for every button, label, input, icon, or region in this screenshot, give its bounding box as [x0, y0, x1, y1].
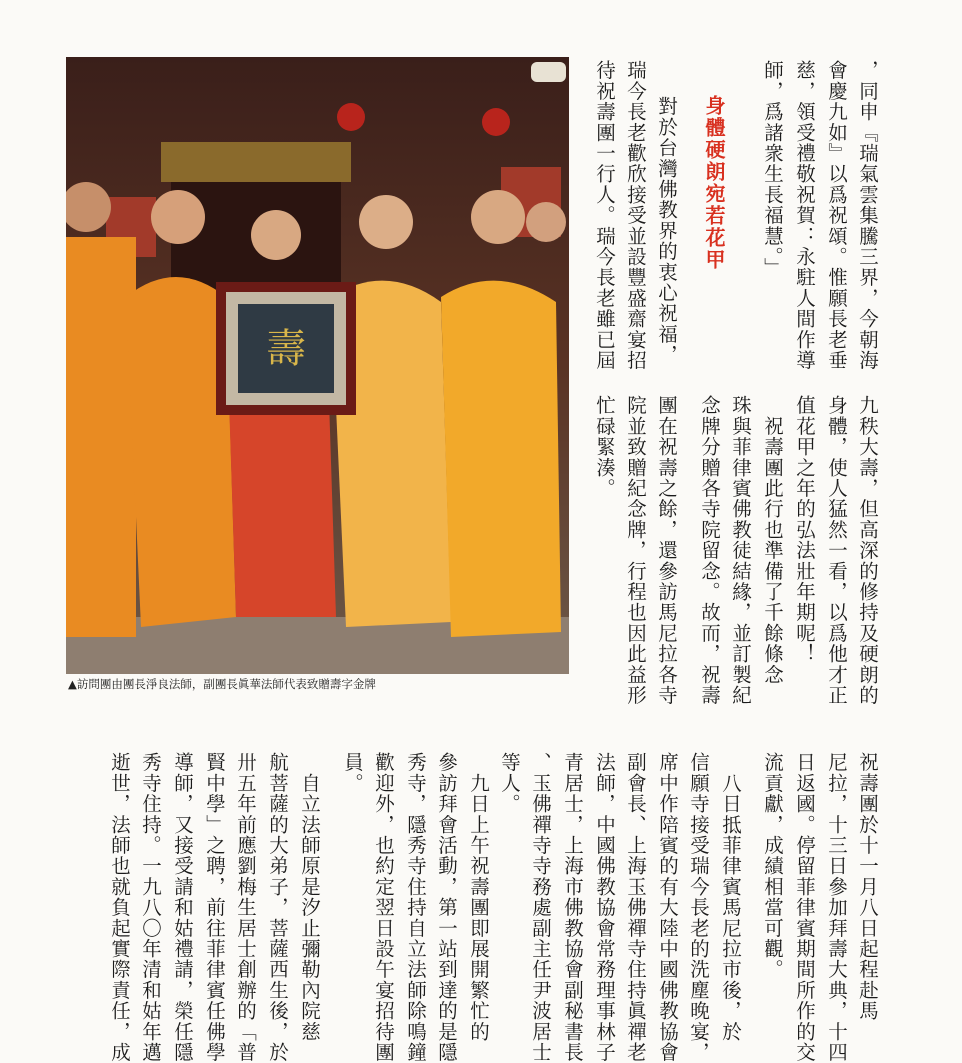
text-column: 秀寺住持。一九八〇年清和姑年邁 [139, 752, 162, 1063]
text-column: 祝壽團此行也準備了千餘條念 [761, 395, 784, 685]
text-column: 待祝壽團一行人。瑞今長老雖已屆 [593, 60, 616, 371]
text-column: 日返國。停留菲律賓期間所作的交 [793, 752, 816, 1063]
text-column: 信願寺接受瑞今長老的洗塵晚宴， [687, 752, 710, 1063]
text-column: 歡迎外，也約定翌日設午宴招待團 [372, 752, 395, 1063]
text-column: 導師，又接受請和姑禮請，榮任隱 [171, 752, 194, 1063]
text-column: 員。 [341, 752, 364, 794]
text-column: ，同申『瑞氣雲集騰三界，今朝海 [856, 60, 879, 371]
text-column: 九日上午祝壽團即展開繁忙的 [467, 752, 490, 1042]
text-column: 祝壽團於十一月八日起程赴馬 [856, 752, 879, 1022]
text-column: 九秩大壽，但高深的修持及硬朗的 [856, 395, 879, 706]
text-column: 自立法師原是汐止彌勒內院慈 [298, 752, 321, 1042]
text-column: 值花甲之年的弘法壯年期呢！ [793, 395, 816, 665]
ceremony-photo [66, 57, 569, 674]
text-column: 流貢獻，成績相當可觀。 [761, 752, 784, 980]
text-column: 賢中學」之聘，前往菲律賓任佛學 [203, 752, 226, 1063]
text-column: 尼拉，十三日參加拜壽大典，十四 [825, 752, 848, 1063]
text-column: 會慶九如』以爲祝頌。惟願長老垂 [825, 60, 848, 371]
text-column: 身體，使人猛然一看，以爲他才正 [825, 395, 848, 706]
text-column: 青居士，上海市佛教協會副秘書長 [561, 752, 584, 1063]
text-column: 師，爲諸衆生長福慧。」 [761, 60, 784, 278]
text-column: 瑞今長老歡欣接受並設豐盛齋宴招 [624, 60, 647, 371]
text-column: 珠與菲律賓佛教徒結緣，並訂製紀 [729, 395, 752, 706]
text-column: 忙碌緊湊。 [593, 395, 616, 499]
text-column: 八日抵菲律賓馬尼拉市後，於 [719, 752, 742, 1042]
text-column: 念牌分贈各寺院留念。故而，祝壽 [698, 395, 721, 706]
text-column: 秀寺，隱秀寺住持自立法師除鳴鐘 [404, 752, 427, 1063]
text-column: 對於台灣佛教界的衷心祝福， [655, 96, 678, 366]
photo-caption: ▲訪問團由團長淨良法師，副團長眞華法師代表致贈壽字金牌 [68, 677, 376, 691]
text-column: 席中作陪賓的有大陸中國佛教協會 [656, 752, 679, 1063]
text-column: 團在祝壽之餘，還參訪馬尼拉各寺 [655, 395, 678, 706]
text-column: 等人。 [498, 752, 521, 815]
text-column: 院並致贈紀念牌，行程也因此益形 [624, 395, 647, 706]
photo-illustration [66, 57, 569, 674]
text-column: 參訪拜會活動，第一站到達的是隱 [435, 752, 458, 1063]
text-column: 副會長、上海玉佛禪寺住持眞禪老 [624, 752, 647, 1063]
section-heading: 身體硬朗宛若花甲 [702, 95, 726, 271]
text-column: 、玉佛禪寺寺務處副主任尹波居士 [529, 752, 552, 1063]
plaque-character: 壽 [266, 326, 306, 372]
text-column: 航菩薩的大弟子，菩薩西生後，於 [266, 752, 289, 1063]
text-column: 逝世，法師也就負起實際責任，成 [108, 752, 131, 1063]
text-column: 卅五年前應劉梅生居士創辦的「普 [234, 752, 257, 1063]
text-column: 法師，中國佛教協會常務理事林子 [593, 752, 616, 1063]
text-column: 慈，領受禮敬祝賀：永駐人間作導 [793, 60, 816, 371]
